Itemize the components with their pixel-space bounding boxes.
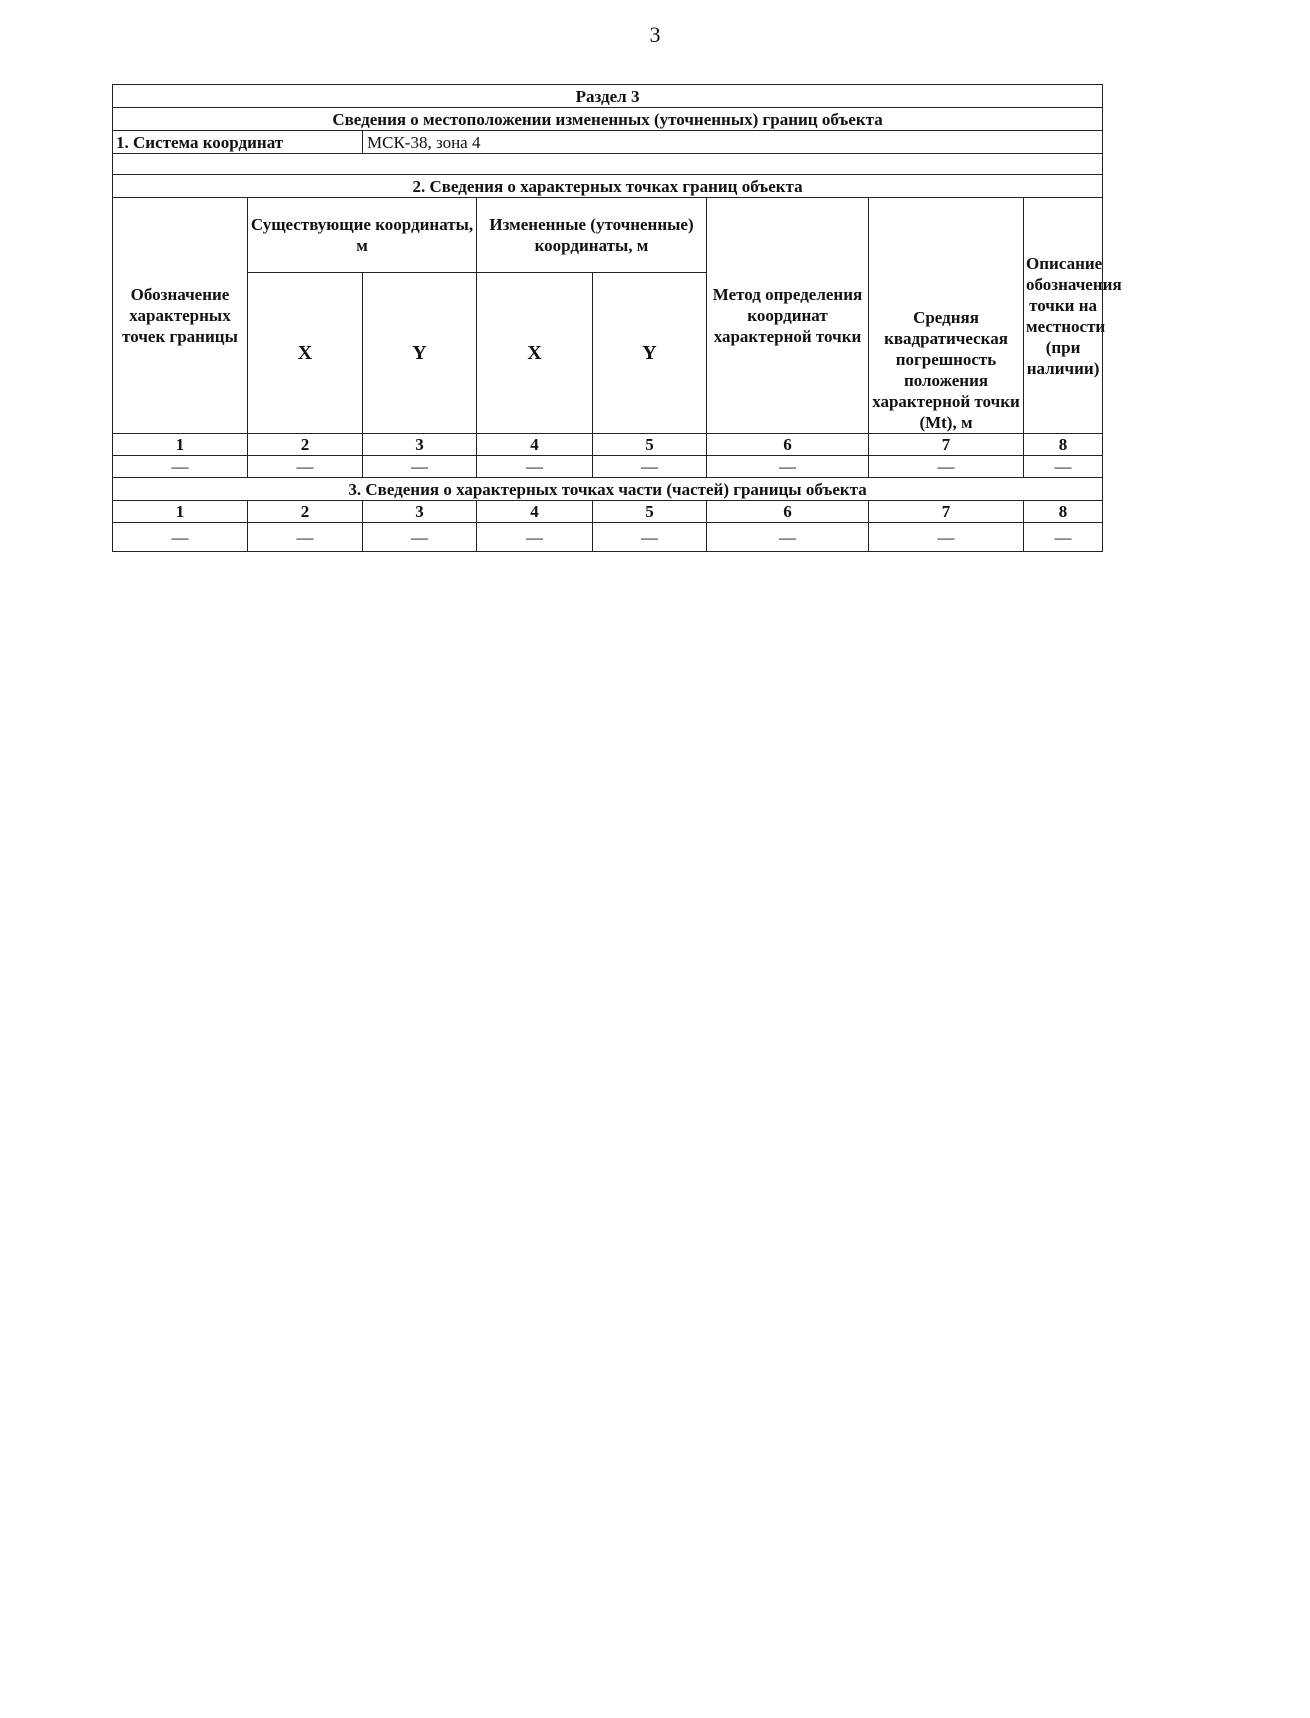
table-cell: — <box>113 523 248 552</box>
column-number: 4 <box>477 434 593 456</box>
table-cell: — <box>593 523 707 552</box>
column-number: 3 <box>363 501 477 523</box>
table-cell: — <box>707 456 869 478</box>
section-3-table <box>112 84 1122 552</box>
coord-system-label: 1. Система координат <box>113 131 363 154</box>
table-row <box>113 523 1103 552</box>
column-number: 6 <box>707 434 869 456</box>
column-number: 5 <box>593 434 707 456</box>
column-number: 8 <box>1024 434 1103 456</box>
parts-column-numbers <box>113 501 1103 523</box>
header-point-designation: Обозначение характерных точек границы <box>113 198 248 434</box>
spacer-row <box>113 154 1103 175</box>
column-number: 7 <box>869 434 1024 456</box>
table-row <box>113 456 1103 478</box>
table-cell: — <box>477 523 593 552</box>
header-rms-error: Средняя квадратическая погрешность положения характерной точки (Mt), м <box>869 198 1024 434</box>
points-column-numbers <box>113 434 1103 456</box>
section-subtitle-row <box>113 108 1103 131</box>
column-number: 8 <box>1024 501 1103 523</box>
header-existing-coords: Существующие координаты, м <box>248 198 477 273</box>
column-number: 3 <box>363 434 477 456</box>
table-cell: — <box>363 456 477 478</box>
spacer-cell <box>113 154 1103 175</box>
page-number: 3 <box>649 22 661 47</box>
section-title-row <box>113 85 1103 108</box>
points-section-title-row <box>113 175 1103 198</box>
parts-section-title: 3. Сведения о характерных точках части (частей) границы объекта <box>113 478 1103 501</box>
header-row-1 <box>113 198 1103 273</box>
header-changed-y: Y <box>593 273 707 434</box>
column-number: 4 <box>477 501 593 523</box>
table-cell: — <box>248 523 363 552</box>
table-cell: — <box>1024 523 1103 552</box>
table-cell: — <box>113 456 248 478</box>
column-number: 2 <box>248 501 363 523</box>
header-changed-x: X <box>477 273 593 434</box>
table-cell: — <box>707 523 869 552</box>
header-method: Метод определения координат характерной точки <box>707 198 869 434</box>
table-cell: — <box>869 523 1024 552</box>
header-description: Описание обозначения точки на местности (при наличии) <box>1024 198 1103 434</box>
section-subtitle: Сведения о местоположении измененных (уточненных) границ объекта <box>113 108 1103 131</box>
table-cell: — <box>1024 456 1103 478</box>
coord-system-value: МСК-38, зона 4 <box>363 131 1103 154</box>
column-number: 5 <box>593 501 707 523</box>
header-existing-y: Y <box>363 273 477 434</box>
column-number: 1 <box>113 434 248 456</box>
table-cell: — <box>593 456 707 478</box>
header-changed-coords: Измененные (уточненные) координаты, м <box>477 198 707 273</box>
parts-section-title-row <box>113 478 1103 501</box>
column-number: 6 <box>707 501 869 523</box>
points-section-title: 2. Сведения о характерных точках границ объекта <box>113 175 1103 198</box>
table-cell: — <box>869 456 1024 478</box>
column-number: 7 <box>869 501 1024 523</box>
coord-system-row <box>113 131 1103 154</box>
column-number: 2 <box>248 434 363 456</box>
header-existing-x: X <box>248 273 363 434</box>
column-number: 1 <box>113 501 248 523</box>
section-title: Раздел 3 <box>113 85 1103 108</box>
table-cell: — <box>363 523 477 552</box>
table-cell: — <box>248 456 363 478</box>
table-cell: — <box>477 456 593 478</box>
